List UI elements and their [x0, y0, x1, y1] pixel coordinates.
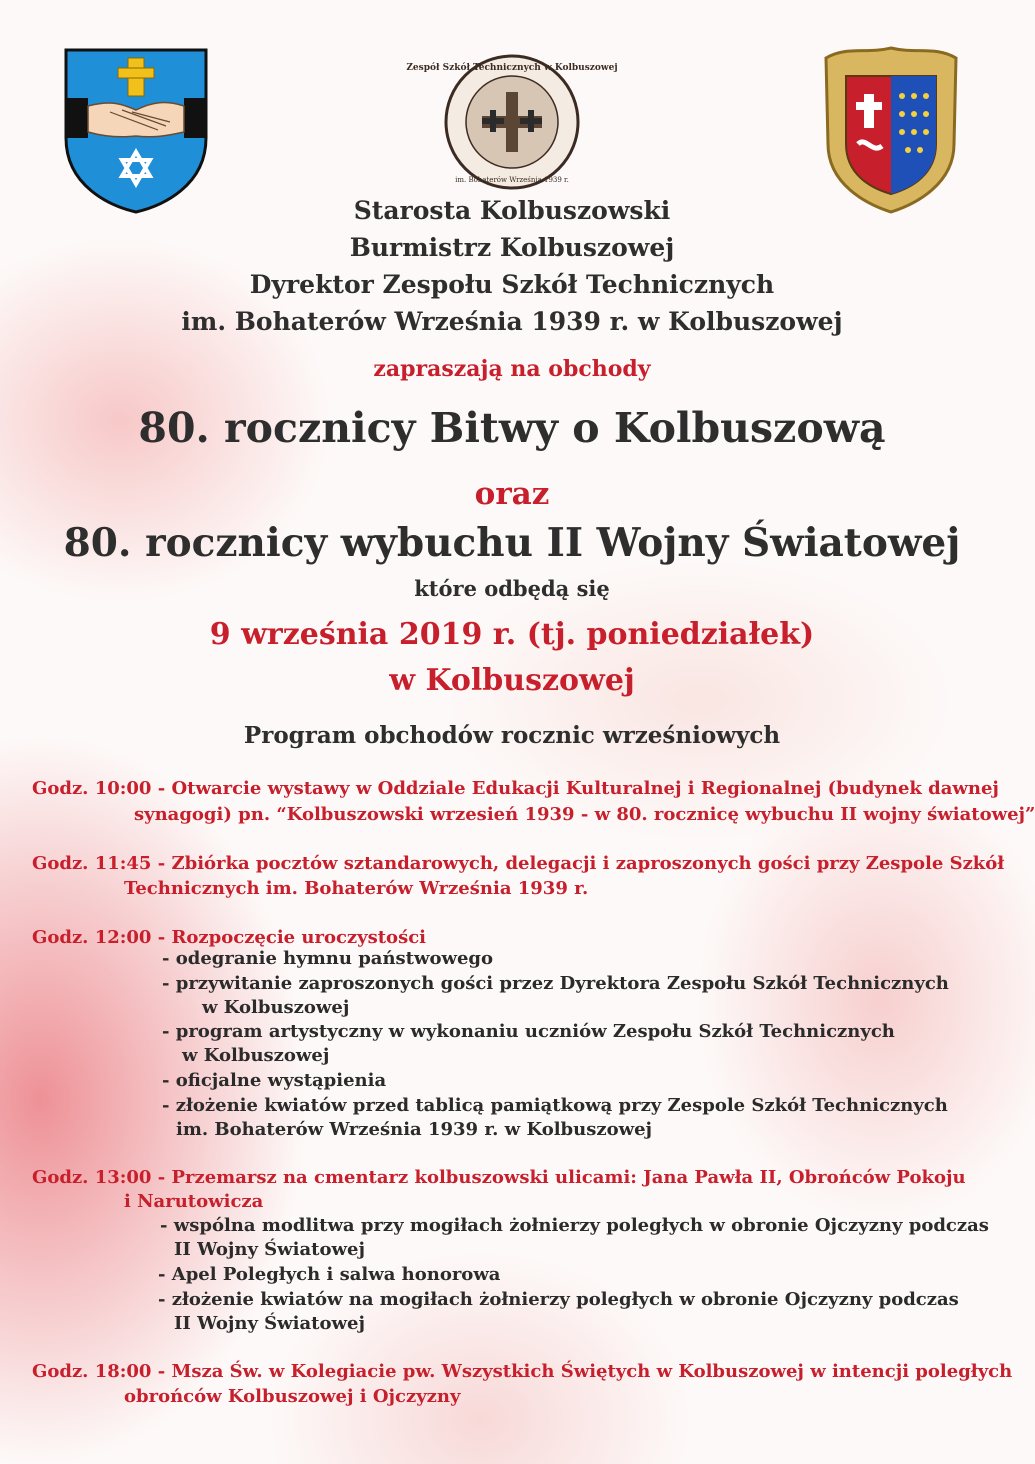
- event-place: w Kolbuszowej: [389, 663, 635, 698]
- header-line-1: Starosta Kolbuszowski: [353, 196, 671, 225]
- header-line-3: Dyrektor Zespołu Szkół Technicznych: [249, 270, 775, 299]
- program-18-line-2: obrońców Kolbuszowej i Ojczyzny: [124, 1386, 461, 1407]
- program-13-item: - Apel Poległych i salwa honorowa: [158, 1264, 501, 1285]
- event-date: 9 września 2019 r. (tj. poniedziałek): [209, 617, 815, 652]
- program-13-item: II Wojny Światowej: [174, 1239, 365, 1260]
- kolbuszowa-coat-of-arms-icon: [62, 46, 210, 216]
- program-12-item: w Kolbuszowej: [182, 1045, 330, 1066]
- program-12-item: - odegranie hymnu państwowego: [162, 948, 494, 969]
- program-10-line-1: Godz. 10:00 - Otwarcie wystawy w Oddziale Edukacji Kulturalnej i Regionalnej (budynek dawnej: [32, 778, 999, 799]
- program-13-item: - wspólna modlitwa przy mogiłach żołnierzy poległych w obronie Ojczyzny podczas: [160, 1215, 989, 1236]
- program-1145-line-2: Technicznych im. Bohaterów Września 1939 r.: [124, 878, 589, 899]
- program-12-item: - program artystyczny w wykonaniu uczniów Zespołu Szkół Technicznych: [162, 1021, 895, 1042]
- header-line-2: Burmistrz Kolbuszowej: [349, 233, 675, 262]
- program-10-line-2: synagogi) pn. “Kolbuszowski wrzesień 1939 - w 80. rocznicę wybuchu II wojny światowej”: [134, 804, 1035, 825]
- school-seal-icon: [406, 52, 618, 192]
- program-title: Program obchodów rocznic wrześniowych: [243, 722, 781, 749]
- program-13-line-2: i Narutowicza: [124, 1191, 264, 1212]
- program-12-item: im. Bohaterów Września 1939 r. w Kolbuszowej: [176, 1119, 653, 1140]
- title-battle: 80. rocznicy Bitwy o Kolbuszową: [138, 404, 886, 452]
- program-12-line-1: Godz. 12:00 - Rozpoczęcie uroczystości: [32, 927, 426, 948]
- program-13-line-1: Godz. 13:00 - Przemarsz na cmentarz kolbuszowski ulicami: Jana Pawła II, Obrońców Pokoju: [32, 1167, 966, 1188]
- program-18-line-1: Godz. 18:00 - Msza Św. w Kolegiacie pw. Wszystkich Świętych w Kolbuszowej w intencji poległych: [32, 1361, 1013, 1382]
- seal-ring-text: Zespół Szkół Technicznych w Kolbuszowej: [406, 63, 618, 73]
- program-13-item: II Wojny Światowej: [174, 1313, 365, 1334]
- program-12-item: - złożenie kwiatów przed tablicą pamiątkową przy Zespole Szkół Technicznych: [162, 1095, 948, 1116]
- program-12-item: - oficjalne wystąpienia: [162, 1070, 387, 1091]
- invite-text: zapraszają na obchody: [373, 356, 651, 382]
- program-12-item: w Kolbuszowej: [202, 997, 350, 1018]
- oraz-text: oraz: [474, 476, 550, 512]
- program-12-item: - przywitanie zaproszonych gości przez Dyrektora Zespołu Szkół Technicznych: [162, 973, 949, 994]
- county-coat-of-arms-icon: [816, 44, 966, 216]
- which-text: które odbędą się: [414, 576, 610, 601]
- title-war: 80. rocznicy wybuchu II Wojny Światowej: [63, 520, 961, 566]
- seal-bottom-text: im. Bohaterów Września 1939 r.: [455, 176, 569, 184]
- header-line-4: im. Bohaterów Września 1939 r. w Kolbuszowej: [181, 307, 843, 336]
- program-1145-line-1: Godz. 11:45 - Zbiórka pocztów sztandarowych, delegacji i zaproszonych gości przy Zespole Szkół: [32, 853, 1005, 874]
- program-13-item: - złożenie kwiatów na mogiłach żołnierzy poległych w obronie Ojczyzny podczas: [158, 1289, 959, 1310]
